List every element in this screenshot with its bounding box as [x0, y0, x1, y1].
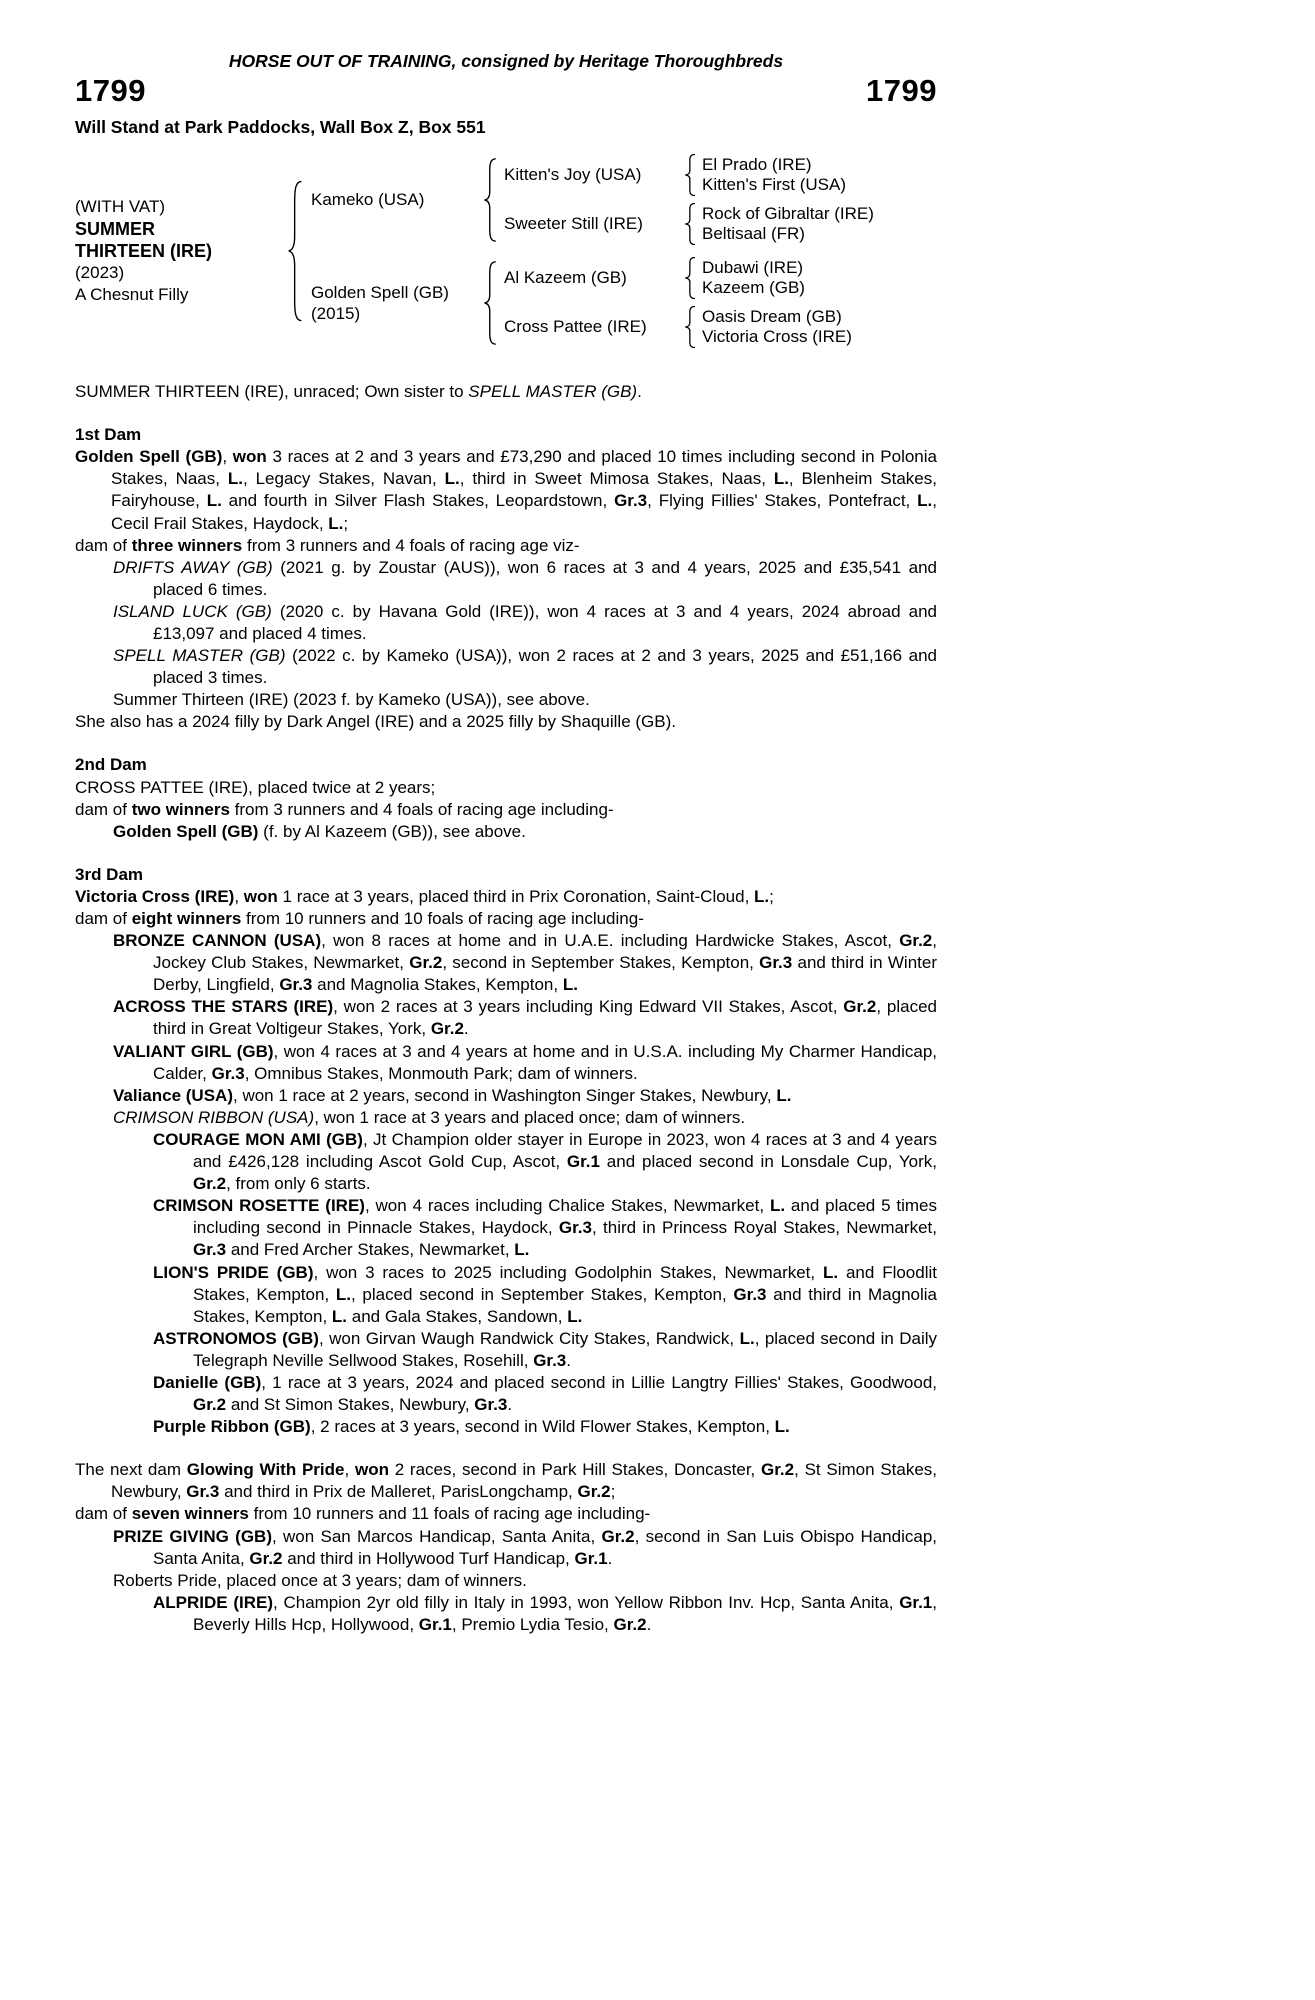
text-segment: seven winners	[131, 1504, 249, 1524]
pedigree-table	[75, 154, 937, 348]
catalog-page	[75, 0, 937, 1636]
text-segment: Roberts Pride, placed once at 3 years; dam of winners.	[113, 1570, 527, 1590]
text-segment: Valiance (USA)	[113, 1085, 233, 1105]
text-segment: 1 race at 3 years, placed third in Prix Coronation, Saint-Cloud,	[277, 886, 755, 906]
text-segment: , 1 race at 3 years, 2024 and placed second in Lillie Langtry Fillies' Stakes, Goodwood,	[261, 1372, 937, 1392]
section-heading: 3rd Dam	[75, 864, 144, 884]
text-segment: .	[646, 1614, 652, 1634]
text-segment: eight winners	[131, 909, 242, 929]
text-segment: L.	[769, 1196, 786, 1216]
great-grandparents	[702, 155, 846, 195]
text-segment: and third in Winter Derby, Lingfield,	[153, 953, 937, 995]
text-segment: Golden Spell (GB)	[75, 447, 223, 467]
dam-name-block	[311, 282, 483, 324]
dam-sire-block	[504, 257, 937, 299]
text-segment: , Beverly Hills Hcp, Hollywood,	[193, 1592, 938, 1634]
text-segment: , won San Marcos Handicap, Santa Anita,	[272, 1526, 602, 1546]
text-segment: LION'S PRIDE (GB)	[153, 1262, 314, 1282]
text-segment: , won Girvan Waugh Randwick City Stakes, Randwick,	[318, 1328, 740, 1348]
ancestor-name: Beltisaal (FR)	[702, 224, 805, 244]
great-grandparents	[702, 258, 805, 298]
text-segment: 2 races, second in Park Hill Stakes, Doncaster,	[388, 1460, 762, 1480]
text-segment: L.	[773, 469, 789, 489]
text-segment: L.	[567, 1306, 583, 1326]
stand-location: Will Stand at Park Paddocks, Wall Box Z, Box 551	[75, 117, 486, 138]
sire-dam-block	[504, 203, 937, 245]
text-segment: , won 8 races at home and in U.A.E. including Hardwicke Stakes, Ascot,	[321, 931, 900, 951]
pedigree-brace-small-icon	[684, 203, 697, 245]
text-segment: , Premio Lydia Tesio,	[451, 1614, 614, 1634]
text-segment: , won 4 races including Chalice Stakes, Newmarket,	[364, 1196, 770, 1216]
text-segment: ACROSS THE STARS (IRE)	[113, 997, 334, 1017]
text-segment: Purple Ribbon (GB)	[153, 1417, 311, 1437]
text-section	[75, 754, 937, 842]
text-segment: L.	[754, 886, 770, 906]
text-segment: Gr.2	[193, 1395, 227, 1415]
catalog-paragraph	[75, 1262, 937, 1328]
sire-parents	[504, 154, 937, 245]
text-segment: dam of	[75, 799, 132, 819]
sire-sire-block	[504, 154, 937, 196]
text-segment: and Fred Archer Stakes, Newmarket,	[226, 1240, 515, 1260]
text-segment: and third in Magnolia Stakes, Kempton,	[193, 1284, 937, 1326]
text-segment: SPELL MASTER (GB)	[468, 382, 638, 402]
text-segment: Summer Thirteen (IRE) (2023 f. by Kameko (USA)), see above.	[113, 690, 590, 710]
catalog-paragraph	[75, 601, 937, 645]
text-segment: (f. by Al Kazeem (GB)), see above.	[258, 821, 526, 841]
text-segment: .	[566, 1350, 572, 1370]
text-segment: (2021 g. by Zoustar (AUS)), won 6 races at 3 and 4 years, 2025 and £35,541 and placed 6 times.	[153, 557, 937, 599]
text-segment: BRONZE CANNON (USA)	[113, 931, 322, 951]
text-segment: Gr.2	[430, 1019, 464, 1039]
great-grandparents	[702, 204, 874, 244]
text-segment: and third in Prix de Malleret, ParisLongchamp,	[219, 1482, 578, 1502]
catalog-paragraph	[75, 381, 937, 403]
text-segment: , 2 races at 3 years, second in Wild Flower Stakes, Kempton,	[310, 1417, 775, 1437]
text-segment: won	[354, 1460, 389, 1480]
text-segment: L.	[917, 491, 933, 511]
text-segment: Gr.3	[279, 975, 313, 995]
lot-number-right: 1799	[866, 72, 937, 108]
ancestor-name: El Prado (IRE)	[702, 155, 812, 175]
text-segment: , Flying Fillies' Stakes, Pontefract,	[647, 491, 918, 511]
text-segment: ;	[343, 513, 349, 533]
text-segment: Gr.3	[193, 1240, 227, 1260]
text-segment: won	[232, 447, 267, 467]
catalog-paragraph	[75, 1129, 937, 1195]
catalog-paragraph	[75, 1107, 937, 1129]
text-segment: , won 4 races at 3 and 4 years at home and in U.S.A. including My Charmer Handicap, Calder,	[153, 1041, 938, 1083]
text-segment: L.	[444, 469, 460, 489]
text-segment: L.	[206, 491, 222, 511]
catalog-paragraph	[75, 446, 937, 534]
text-segment: Gr.2	[899, 931, 933, 951]
horse-description: A Chesnut Filly	[75, 285, 189, 305]
text-segment: Gr.1	[418, 1614, 452, 1634]
text-segment: , placed third in Great Voltigeur Stakes, York,	[153, 997, 937, 1039]
catalog-paragraph	[75, 1085, 937, 1107]
text-segment: ASTRONOMOS (GB)	[153, 1328, 319, 1348]
text-segment: SUMMER THIRTEEN (IRE), unraced; Own sister to	[75, 382, 469, 402]
text-segment: L.	[823, 1262, 839, 1282]
catalog-paragraph	[75, 1041, 937, 1085]
catalog-paragraph	[75, 1459, 937, 1503]
text-segment: ,	[222, 447, 233, 467]
text-segment: ,	[344, 1460, 355, 1480]
text-segment: , Blenheim Stakes, Fairyhouse,	[111, 469, 937, 511]
catalog-paragraph	[75, 996, 937, 1040]
pedigree-generation-1	[311, 154, 937, 348]
text-segment: three winners	[131, 535, 243, 555]
text-segment: from 10 runners and 10 foals of racing age including-	[241, 909, 644, 929]
text-segment: ;	[769, 886, 774, 906]
dam-parents	[504, 257, 937, 348]
text-segment: CRIMSON ROSETTE (IRE)	[153, 1196, 365, 1216]
catalog-paragraph	[75, 689, 937, 711]
text-segment: from 10 runners and 11 foals of racing age including-	[248, 1504, 651, 1524]
dam-sire-name: Al Kazeem (GB)	[504, 268, 627, 287]
text-segment: Gr.2	[761, 1460, 795, 1480]
text-segment: L.	[335, 1284, 351, 1304]
text-segment: Gr.2	[577, 1482, 611, 1502]
ancestor-name: Rock of Gibraltar (IRE)	[702, 204, 874, 224]
text-segment: two winners	[131, 799, 230, 819]
text-segment: Gr.3	[759, 953, 793, 973]
text-segment: Gr.3	[186, 1482, 220, 1502]
text-segment: Gr.1	[566, 1152, 600, 1172]
text-segment: Gr.2	[613, 1614, 647, 1634]
text-segment: She also has a 2024 filly by Dark Angel (IRE) and a 2025 filly by Shaquille (GB).	[75, 712, 676, 732]
catalog-paragraph	[75, 1195, 937, 1261]
text-segment: Golden Spell (GB)	[113, 821, 259, 841]
catalog-paragraph	[75, 1570, 937, 1592]
text-segment: PRIZE GIVING (GB)	[113, 1526, 272, 1546]
dam-year: (2015)	[311, 303, 361, 323]
text-segment: and Gala Stakes, Sandown,	[347, 1306, 568, 1326]
text-segment: .	[463, 1019, 469, 1039]
catalog-paragraph	[75, 886, 937, 908]
text-segment: L.	[774, 1417, 790, 1437]
text-segment: Gr.3	[558, 1218, 592, 1238]
text-segment: , Jockey Club Stakes, Newmarket,	[153, 931, 938, 973]
text-segment: CRIMSON RIBBON (USA)	[113, 1107, 315, 1127]
consignment-header: HORSE OUT OF TRAINING, consigned by Heritage Thoroughbreds	[228, 51, 784, 71]
text-section	[75, 864, 937, 1438]
text-segment: , Omnibus Stakes, Monmouth Park; dam of winners.	[244, 1063, 638, 1083]
ancestor-name: Kitten's First (USA)	[702, 175, 846, 195]
text-segment: L.	[328, 513, 344, 533]
text-segment: ;	[610, 1482, 616, 1502]
catalog-paragraph	[75, 1526, 937, 1570]
sire-dam-name: Sweeter Still (IRE)	[504, 214, 643, 233]
text-segment: ,	[234, 886, 244, 906]
text-segment: and St Simon Stakes, Newbury,	[226, 1395, 475, 1415]
text-segment: .	[507, 1395, 513, 1415]
text-segment: , won 1 race at 3 years and placed once; dam of winners.	[314, 1107, 746, 1127]
dam-dam-block	[504, 306, 937, 348]
lot-number-left: 1799	[75, 72, 146, 108]
pedigree-brace-small-icon	[684, 257, 697, 299]
text-segment: Glowing With Pride	[186, 1460, 345, 1480]
text-segment: Gr.2	[193, 1174, 227, 1194]
pedigree-brace-sire-icon	[483, 158, 498, 242]
text-segment: Gr.2	[409, 953, 443, 973]
text-section	[75, 381, 937, 403]
text-segment: and Floodlit Stakes, Kempton,	[193, 1262, 937, 1304]
ancestor-name: Dubawi (IRE)	[702, 258, 804, 278]
text-segment: dam of	[75, 1504, 132, 1524]
text-segment: , Legacy Stakes, Navan,	[242, 469, 445, 489]
text-segment: dam of	[75, 909, 132, 929]
text-segment: L.	[331, 1306, 348, 1326]
sire-block	[311, 154, 937, 245]
text-segment: Danielle (GB)	[153, 1372, 262, 1392]
catalog-paragraph	[75, 1503, 937, 1525]
text-segment: Gr.3	[733, 1284, 767, 1304]
text-segment: , Cecil Frail Stakes, Haydock,	[111, 491, 937, 533]
catalog-paragraph	[75, 711, 937, 733]
text-segment: L.	[514, 1240, 530, 1260]
catalog-paragraph	[75, 1592, 937, 1636]
sire-name: Kameko (USA)	[311, 190, 425, 210]
text-segment: from 3 runners and 4 foals of racing age viz-	[242, 535, 580, 555]
pedigree-brace-small-icon	[684, 154, 697, 196]
text-segment: , St Simon Stakes, Newbury,	[111, 1460, 938, 1502]
text-segment: Gr.2	[601, 1526, 635, 1546]
text-segment: Gr.2	[843, 997, 877, 1017]
text-segment: Gr.3	[474, 1395, 508, 1415]
sire-sire-name: Kitten's Joy (USA)	[504, 165, 642, 184]
catalog-paragraph	[75, 1372, 937, 1416]
text-segment: L.	[776, 1085, 792, 1105]
ancestor-name: Kazeem (GB)	[702, 278, 805, 298]
catalog-paragraph	[75, 777, 937, 799]
text-segment: Victoria Cross (IRE)	[75, 886, 235, 906]
text-segment: (2020 c. by Havana Gold (IRE)), won 4 races at 3 and 4 years, 2024 abroad and £13,097 and placed 4 times.	[153, 601, 937, 643]
catalog-paragraph	[75, 821, 937, 843]
text-segment: and fourth in Silver Flash Stakes, Leopardstown,	[221, 491, 615, 511]
dam-block	[311, 257, 937, 348]
text-segment: .	[607, 1548, 613, 1568]
text-segment: and third in Hollywood Turf Handicap,	[282, 1548, 575, 1568]
pedigree-brace-dam-icon	[483, 261, 498, 345]
catalog-paragraph	[75, 557, 937, 601]
pedigree-brace-main-icon	[287, 180, 304, 322]
text-segment: Gr.2	[249, 1548, 283, 1568]
text-segment: The next dam	[75, 1460, 187, 1480]
text-segment: L.	[739, 1328, 755, 1348]
foaling-year: (2023)	[75, 263, 125, 283]
text-segment: , Jt Champion older stayer in Europe in 2023, won 4 races at 3 and 4 years and £426,128 including Ascot Gold Cup, Ascot,	[193, 1129, 937, 1172]
text-segment: ALPRIDE (IRE)	[153, 1592, 274, 1612]
text-segment: (2022 c. by Kameko (USA)), won 2 races at 2 and 3 years, 2025 and £51,166 and placed 3 times.	[153, 646, 937, 688]
text-segment: , third in Princess Royal Stakes, Newmarket,	[591, 1218, 937, 1238]
text-segment: , placed second in September Stakes, Kempton,	[350, 1284, 734, 1304]
text-segment: Gr.3	[533, 1350, 567, 1370]
text-segment: , Champion 2yr old filly in Italy in 1993, won Yellow Ribbon Inv. Hcp, Santa Anita,	[273, 1592, 900, 1612]
pedigree-brace-small-icon	[684, 306, 697, 348]
catalog-paragraph	[75, 799, 937, 821]
catalog-paragraph	[75, 645, 937, 689]
pedigree-subject	[75, 196, 287, 306]
text-segment: , placed second in Daily Telegraph Neville Sellwood Stakes, Rosehill,	[193, 1328, 937, 1370]
text-segment: L.	[562, 975, 578, 995]
text-segment: and placed second in Lonsdale Cup, York,	[599, 1152, 937, 1172]
text-segment: VALIANT GIRL (GB)	[113, 1041, 274, 1061]
text-segment: CROSS PATTEE (IRE), placed twice at 2 years;	[75, 777, 436, 797]
great-grandparents	[702, 307, 852, 347]
text-segment: , won 2 races at 3 years including King Edward VII Stakes, Ascot,	[333, 997, 844, 1017]
text-segment: and Magnolia Stakes, Kempton,	[312, 975, 563, 995]
catalog-paragraph	[75, 1328, 937, 1372]
text-segment: , third in Sweet Mimosa Stakes, Naas,	[459, 469, 774, 489]
text-segment: Gr.3	[614, 491, 648, 511]
catalog-paragraph	[75, 1416, 937, 1438]
text-segment: .	[637, 382, 642, 402]
catalog-paragraph	[75, 535, 937, 557]
text-section	[75, 1459, 937, 1636]
text-segment: and placed 5 times including second in Pinnacle Stakes, Haydock,	[193, 1196, 938, 1238]
text-segment: ISLAND LUCK (GB)	[113, 601, 272, 621]
dam-dam-name: Cross Pattee (IRE)	[504, 317, 647, 336]
text-segment: , from only 6 starts.	[226, 1174, 371, 1194]
text-segment: 3 races at 2 and 3 years and £73,290 and placed 10 times including second in Polonia Stakes, Naas,	[111, 447, 937, 489]
ancestor-name: Oasis Dream (GB)	[702, 307, 842, 327]
text-segment: SPELL MASTER (GB)	[113, 646, 286, 666]
lot-number-row	[75, 72, 937, 108]
text-segment: L.	[227, 469, 243, 489]
section-heading: 1st Dam	[75, 425, 142, 445]
text-segment: Gr.1	[574, 1548, 608, 1568]
text-segment: , won 1 race at 2 years, second in Washington Singer Stakes, Newbury,	[233, 1085, 777, 1105]
catalog-paragraph	[75, 908, 937, 930]
text-segment: from 3 runners and 4 foals of racing age including-	[229, 799, 614, 819]
horse-name: SUMMER THIRTEEN (IRE)	[75, 219, 212, 262]
catalog-paragraph	[75, 930, 937, 996]
text-segment: dam of	[75, 535, 132, 555]
text-segment: , second in San Luis Obispo Handicap, Santa Anita,	[153, 1526, 938, 1568]
text-segment: DRIFTS AWAY (GB)	[113, 557, 273, 577]
text-segment: , won 3 races to 2025 including Godolphin Stakes, Newmarket,	[313, 1262, 823, 1282]
text-segment: Gr.3	[211, 1063, 245, 1083]
dam-name: Golden Spell (GB)	[311, 282, 449, 302]
ancestor-name: Victoria Cross (IRE)	[702, 327, 852, 347]
pedigree-text-sections	[75, 381, 937, 1636]
text-segment: Gr.1	[899, 1592, 933, 1612]
text-segment: , second in September Stakes, Kempton,	[442, 953, 760, 973]
text-section	[75, 424, 937, 733]
section-heading: 2nd Dam	[75, 755, 147, 775]
vat-note: (WITH VAT)	[75, 197, 166, 217]
text-segment: COURAGE MON AMI (GB)	[153, 1129, 363, 1149]
text-segment: won	[243, 886, 278, 906]
